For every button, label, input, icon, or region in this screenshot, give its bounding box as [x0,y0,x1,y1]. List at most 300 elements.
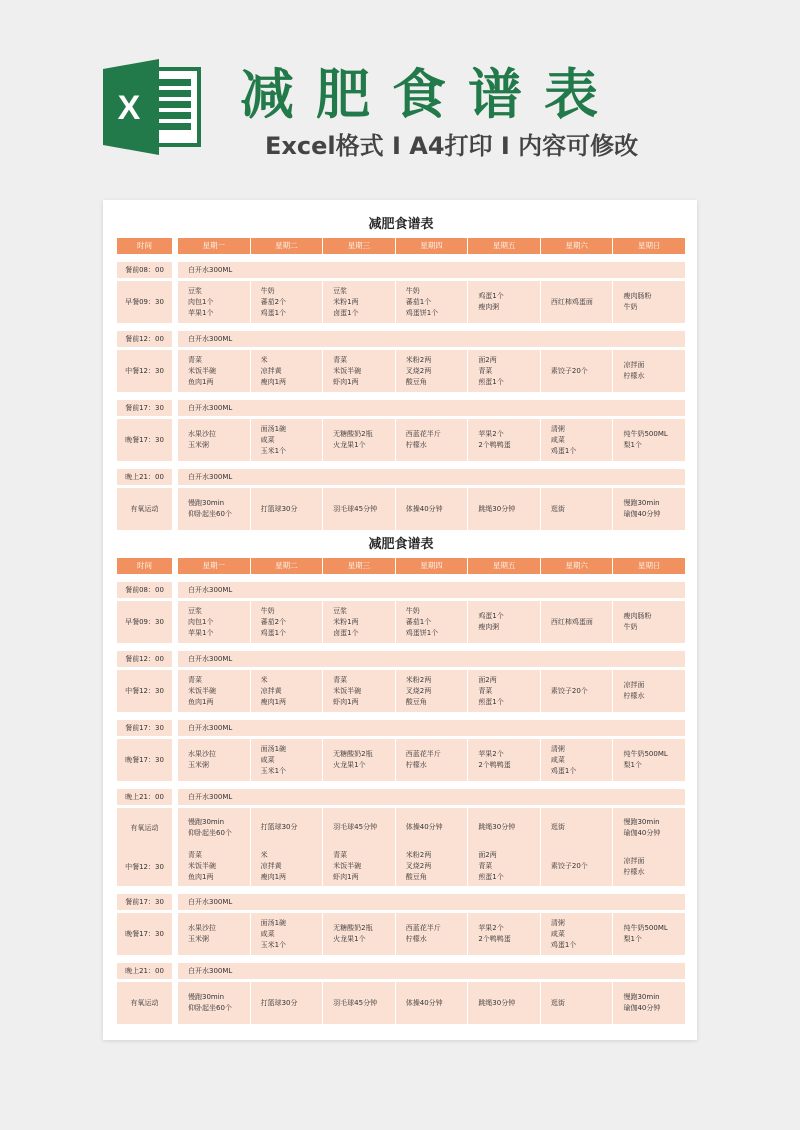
meal-item: 咸菜 [260,929,275,938]
block-gap [117,781,685,786]
meal-time[interactable]: 有氧运动 [130,999,159,1007]
meal-item: 牛奶 [623,623,638,631]
meal-item: 咸菜 [550,929,565,938]
meal-cell[interactable] [251,281,323,323]
pre-meal-water[interactable]: 白开水300ML [178,789,685,805]
meal-item: 瘦肉粥 [478,623,500,631]
meal-item: 米饭半碗 [188,366,216,375]
meal-item: 牛奶 [405,606,420,615]
meal-row [117,419,685,461]
meal-item: 牛奶 [260,286,275,295]
meal-item: 瘦肉1两 [260,697,287,706]
meal-item: 叉烧2两 [405,686,432,695]
pre-meal-time[interactable]: 餐前12：00 [117,331,172,347]
meal-item-group [333,601,395,643]
meal-item-group [188,488,250,530]
meal-time[interactable]: 中餐12：30 [125,862,164,871]
meal-cell[interactable] [541,808,613,886]
meal-cell[interactable] [396,281,468,323]
meal-cell[interactable] [613,913,685,955]
meal-time-cell [117,601,172,643]
block-gap [117,461,685,466]
meal-item: 豆浆 [333,606,348,615]
meal-row [117,350,685,392]
meal-cell[interactable] [251,913,323,955]
meal-cell[interactable] [178,982,250,1024]
meal-item: 酸豆角 [405,697,427,706]
pre-meal-time[interactable]: 餐前08：00 [117,262,172,278]
meal-item-group [406,847,468,886]
meal-cell[interactable] [541,419,613,461]
meal-time[interactable]: 晚餐17：30 [125,930,164,938]
meal-item: 青菜 [478,686,493,695]
meal-item: 青菜 [333,355,348,364]
pre-meal-time[interactable]: 餐前17：30 [117,894,172,910]
pre-meal-water[interactable]: 白开水300ML [178,331,685,347]
meal-row [117,913,685,955]
meal-days [178,281,685,323]
pre-meal-water[interactable]: 白开水300ML [178,894,685,910]
pre-meal-water[interactable]: 白开水300ML [178,582,685,598]
meal-item: 玉米粥 [188,441,209,449]
meal-item-group [478,670,540,712]
meal-cell[interactable] [541,601,613,643]
meal-cell[interactable] [178,739,250,781]
meal-item: 煎蛋1个 [478,873,504,881]
meal-row [117,808,685,886]
meal-item: 纯牛奶500ML [623,924,668,932]
meal-cell[interactable] [178,808,250,886]
meal-item: 仰卧起坐60个 [188,828,232,837]
meal-item: 羽毛球45分钟 [333,504,378,513]
meal-item-group [261,350,323,392]
meal-item: 蕃茄2个 [260,297,287,306]
pre-meal-water[interactable]: 白开水300ML [178,651,685,667]
meal-item-group [406,670,468,712]
meal-item: 瑜伽40分钟 [623,1004,661,1012]
meal-item-group [261,281,323,323]
meal-item-group [478,847,540,886]
meal-cell[interactable] [251,982,323,1024]
meal-item: 玉米1个 [260,766,287,775]
header-days [178,238,685,254]
meal-days [178,739,685,781]
meal-item: 豆浆 [333,286,348,295]
meal-cell[interactable] [251,419,323,461]
meal-cell[interactable] [323,808,395,886]
meal-item: 鱼肉1两 [188,873,214,881]
meal-item-group [188,281,250,323]
meal-item-group [333,982,395,1024]
meal-item: 玉米粥 [188,761,209,769]
meal-cell[interactable] [541,488,613,530]
header-day: 星期日 [613,238,685,254]
meal-cell[interactable] [323,419,395,461]
meal-item: 慢跑30min [188,817,225,826]
subtitle: Excel格式 I A4打印 I 内容可修改 [265,132,639,160]
meal-days [178,601,685,643]
header-day: 星期五 [468,238,540,254]
meal-cell[interactable] [468,601,540,643]
meal-time-cell [117,350,172,392]
meal-item: 青菜 [188,675,202,684]
meal-item-group [333,808,395,847]
meal-cell[interactable] [613,808,685,886]
meal-item: 鸡蛋1个 [550,766,577,775]
meal-time-cell [117,488,172,530]
meal-cell[interactable] [251,739,323,781]
pre-meal-time[interactable]: 晚上21：00 [117,963,172,979]
meal-item: 火龙果1个 [333,441,366,449]
meal-item: 凉拌面 [623,681,645,689]
meal-cell[interactable] [541,739,613,781]
meal-item: 青菜 [188,851,202,859]
meal-item-group [406,419,468,461]
meal-cell[interactable] [323,913,395,955]
pre-meal-water[interactable]: 白开水300ML [178,400,685,416]
pre-meal-water[interactable]: 白开水300ML [178,963,685,979]
meal-cell[interactable] [468,739,540,781]
meal-item-group [261,419,323,461]
meal-item: 苹果2个 [478,750,504,758]
pre-meal-time[interactable]: 晚上21：00 [117,469,172,485]
table-title: 减肥食谱表 [368,217,434,232]
meal-cell[interactable] [613,739,685,781]
meal-row [117,739,685,781]
meal-item: 米 [260,675,268,684]
meal-item-group [333,670,395,712]
meal-time[interactable]: 中餐12：30 [125,367,164,375]
meal-item: 仰卧起坐60个 [188,510,232,518]
meal-item: 青菜 [188,355,202,364]
meal-item: 鸡蛋1个 [550,940,577,949]
meal-time[interactable]: 早餐09：30 [125,298,164,306]
meal-item: 青菜 [333,851,348,859]
meal-item: 柠檬水 [405,935,427,943]
meal-item-group [406,601,468,643]
meal-cell[interactable] [541,350,613,392]
meal-item: 羽毛球45分钟 [333,823,378,831]
meal-cell[interactable] [323,488,395,530]
meal-cell[interactable] [613,488,685,530]
block-gap [117,323,685,328]
logo-letter: X [117,89,141,127]
meal-cell[interactable] [323,739,395,781]
meal-item-group [333,847,395,886]
meal-cell[interactable] [178,419,250,461]
meal-cell[interactable] [468,670,540,712]
meal-item-group [188,739,250,781]
meal-time[interactable]: 晚餐17：30 [125,756,164,764]
block-gap [117,392,685,397]
meal-item: 鸡蛋1个 [478,292,504,300]
meal-cell[interactable] [396,488,468,530]
meal-item: 豆浆 [188,286,202,295]
meal-item: 苹果2个 [478,924,504,932]
meal-time[interactable]: 中餐12：30 [125,687,164,695]
meal-item: 清粥 [550,744,565,753]
meal-item: 2个鸭鸭蛋 [478,761,511,769]
meal-item-group [406,739,468,781]
meal-item: 虾肉1两 [333,377,359,386]
meal-item: 牛奶 [405,286,420,295]
meal-item: 苹果1个 [188,308,214,317]
meal-item-group [261,847,323,886]
meal-item-group [261,601,323,643]
meal-item: 叉烧2两 [405,366,432,375]
meal-time[interactable]: 早餐09：30 [125,618,164,626]
meal-item: 火龙果1个 [333,761,366,769]
meal-item: 瘦肉肠粉 [623,292,652,300]
meal-cell[interactable] [468,350,540,392]
meal-cell[interactable] [468,982,540,1024]
pre-meal-time[interactable]: 餐前08：00 [117,582,172,598]
meal-cell[interactable] [323,670,395,712]
meal-item: 凉拌面 [623,856,645,865]
meal-item: 西蓝花半斤 [405,750,441,758]
meal-item: 慢跑30min [623,993,660,1001]
meal-cell[interactable] [541,913,613,955]
meal-item-group [406,913,468,955]
meal-item: 青菜 [478,862,493,870]
meal-item: 鸡蛋饼1个 [405,628,439,637]
meal-item: 逛街 [550,823,565,831]
meal-item: 咸菜 [550,435,565,444]
meal-cell[interactable] [396,419,468,461]
meal-cell[interactable] [323,281,395,323]
table-title: 减肥食谱表 [368,537,434,552]
meal-cell[interactable] [251,808,323,886]
meal-item-group [406,982,468,1024]
meal-cell[interactable] [251,488,323,530]
meal-item-group [188,601,250,643]
pre-meal-water[interactable]: 白开水300ML [178,469,685,485]
meal-item: 逛街 [550,504,565,513]
meal-item: 面汤1碗 [260,918,287,927]
meal-row [117,670,685,712]
meal-item-group [623,350,685,392]
pre-meal-water[interactable]: 白开水300ML [178,262,685,278]
meal-cell[interactable] [323,350,395,392]
pre-meal-row [117,400,685,416]
meal-item: 青菜 [478,366,493,375]
pre-meal-time[interactable]: 餐前17：30 [117,400,172,416]
meal-item-group [406,281,468,323]
meal-item: 慢跑30min [188,993,225,1001]
meal-item: 纯牛奶500ML [623,430,668,438]
meal-cell[interactable] [323,601,395,643]
meal-item: 鸡蛋1个 [478,612,504,620]
meal-cell[interactable] [178,601,250,643]
meal-item-group [333,419,395,461]
meal-item-group [261,670,323,712]
meal-item: 米饭半碗 [333,862,362,870]
meal-cell[interactable] [541,670,613,712]
meal-item: 肉包1个 [188,617,214,626]
meal-cell[interactable] [251,670,323,712]
meal-cell[interactable] [396,913,468,955]
meal-item: 纯牛奶500ML [623,750,668,758]
meal-cell[interactable] [468,419,540,461]
meal-item: 梨1个 [623,441,642,449]
meal-days [178,913,685,955]
meal-days [178,808,685,886]
meal-item: 米粉1两 [333,297,359,306]
meal-item: 牛奶 [260,606,275,615]
meal-cell[interactable] [396,601,468,643]
meal-item-group [551,739,613,781]
meal-time-cell [117,982,172,1024]
meal-item: 米饭半碗 [333,366,362,375]
meal-item: 煎蛋1个 [478,377,504,386]
meal-item: 青菜 [333,675,348,684]
header-day: 星期三 [323,558,395,574]
meal-item-group [478,419,540,461]
meal-cell[interactable] [396,982,468,1024]
meal-cell[interactable] [178,350,250,392]
meal-item: 虾肉1两 [333,697,359,706]
meal-item-group [623,808,685,847]
pre-meal-row [117,262,685,278]
meal-item-group [478,739,540,781]
meal-cell[interactable] [178,913,250,955]
meal-row [117,488,685,530]
meal-cell[interactable] [613,350,685,392]
meal-item: 柠檬水 [405,441,427,449]
meal-item: 卤蛋1个 [333,308,359,317]
meal-cell[interactable] [468,808,540,886]
meal-item-group [551,670,613,712]
meal-cell[interactable] [396,739,468,781]
meal-item: 卤蛋1个 [333,628,359,637]
meal-item-group [551,808,613,847]
meal-item-group [261,808,323,847]
header-day: 星期四 [396,558,468,574]
pre-meal-row [117,469,685,485]
meal-item: 酸豆角 [405,873,427,881]
meal-time[interactable]: 晚餐17：30 [125,436,164,444]
meal-item: 体操40分钟 [405,823,443,831]
meal-cell[interactable] [613,982,685,1024]
meal-table-1 [117,215,685,530]
meal-item: 虾肉1两 [333,873,359,881]
meal-cell[interactable] [613,670,685,712]
meal-item-group [333,350,395,392]
meal-item: 打篮球30分 [260,504,298,513]
meal-item-group [261,913,323,955]
meal-item-group [478,281,540,323]
meal-item: 水果沙拉 [188,430,216,438]
meal-cell[interactable] [468,913,540,955]
meal-table-2 [117,535,685,1024]
meal-cell[interactable] [323,982,395,1024]
pre-meal-water[interactable]: 白开水300ML [178,720,685,736]
meal-cell[interactable] [396,670,468,712]
meal-item-group [623,281,685,323]
meal-item: 柠檬水 [405,761,427,769]
meal-cell[interactable] [178,670,250,712]
pre-meal-time[interactable]: 餐前17：30 [117,720,172,736]
meal-time-cell [117,739,172,781]
meal-time-cell [117,670,172,712]
meal-days [178,488,685,530]
meal-item: 柠檬水 [623,692,645,700]
pre-meal-time[interactable]: 餐前12：00 [117,651,172,667]
header-day: 星期四 [396,238,468,254]
meal-item: 苹果2个 [478,430,504,438]
meal-item: 柠檬水 [623,867,645,876]
meal-item: 凉拌黄 [260,686,282,695]
meal-cell[interactable] [251,350,323,392]
meal-cell[interactable] [396,350,468,392]
meal-item: 打篮球30分 [260,998,298,1007]
meal-cell[interactable] [468,281,540,323]
meal-item: 瑜伽40分钟 [623,510,661,518]
header-days [178,558,685,574]
meal-cell[interactable] [178,488,250,530]
meal-item-group [333,739,395,781]
meal-item: 米 [260,355,268,364]
meal-item: 煎蛋1个 [478,697,504,706]
meal-cell[interactable] [396,808,468,886]
meal-item: 鸡蛋1个 [260,628,287,637]
meal-cell[interactable] [468,488,540,530]
meal-time-cell [117,281,172,323]
meal-item-group [333,281,395,323]
meal-row [117,281,685,323]
meal-item: 水果沙拉 [188,750,216,758]
meal-cell[interactable] [613,419,685,461]
meal-cell[interactable] [541,281,613,323]
meal-item-group [551,601,613,643]
meal-cell[interactable] [613,601,685,643]
meal-item-group [623,488,685,530]
meal-item: 面汤1碗 [260,744,287,753]
meal-cell[interactable] [613,281,685,323]
meal-item: 清粥 [550,918,565,927]
meal-cell[interactable] [178,281,250,323]
meal-item: 肉包1个 [188,297,214,306]
meal-item: 米粉1两 [333,617,359,626]
meal-item-group [188,982,250,1024]
meal-item: 跳绳30分钟 [478,504,516,513]
meal-item: 西红柿鸡蛋面 [550,297,593,306]
meal-time[interactable]: 有氧运动 [130,505,159,513]
meal-cell[interactable] [541,982,613,1024]
meal-item: 米饭半碗 [333,686,362,695]
header-time: 时间 [117,238,172,254]
meal-item: 跳绳30分钟 [478,823,516,831]
meal-item-group [261,739,323,781]
header-row [117,558,685,574]
meal-item-group [551,488,613,530]
meal-item: 逛街 [550,998,565,1007]
meal-item: 瘦肉肠粉 [623,612,652,620]
meal-row [117,982,685,1024]
meal-item: 清粥 [550,424,565,433]
header-day: 星期一 [178,238,250,254]
meal-item-group [406,350,468,392]
meal-days [178,982,685,1024]
meal-item-group [333,913,395,955]
meal-item-group [188,419,250,461]
meal-time-cell [117,808,172,886]
meal-cell[interactable] [251,601,323,643]
meal-item: 鸡蛋饼1个 [405,308,439,317]
pre-meal-time[interactable]: 晚上21：00 [117,789,172,805]
meal-item: 素饺子20个 [550,686,588,695]
meal-time[interactable]: 有氧运动 [130,823,159,832]
